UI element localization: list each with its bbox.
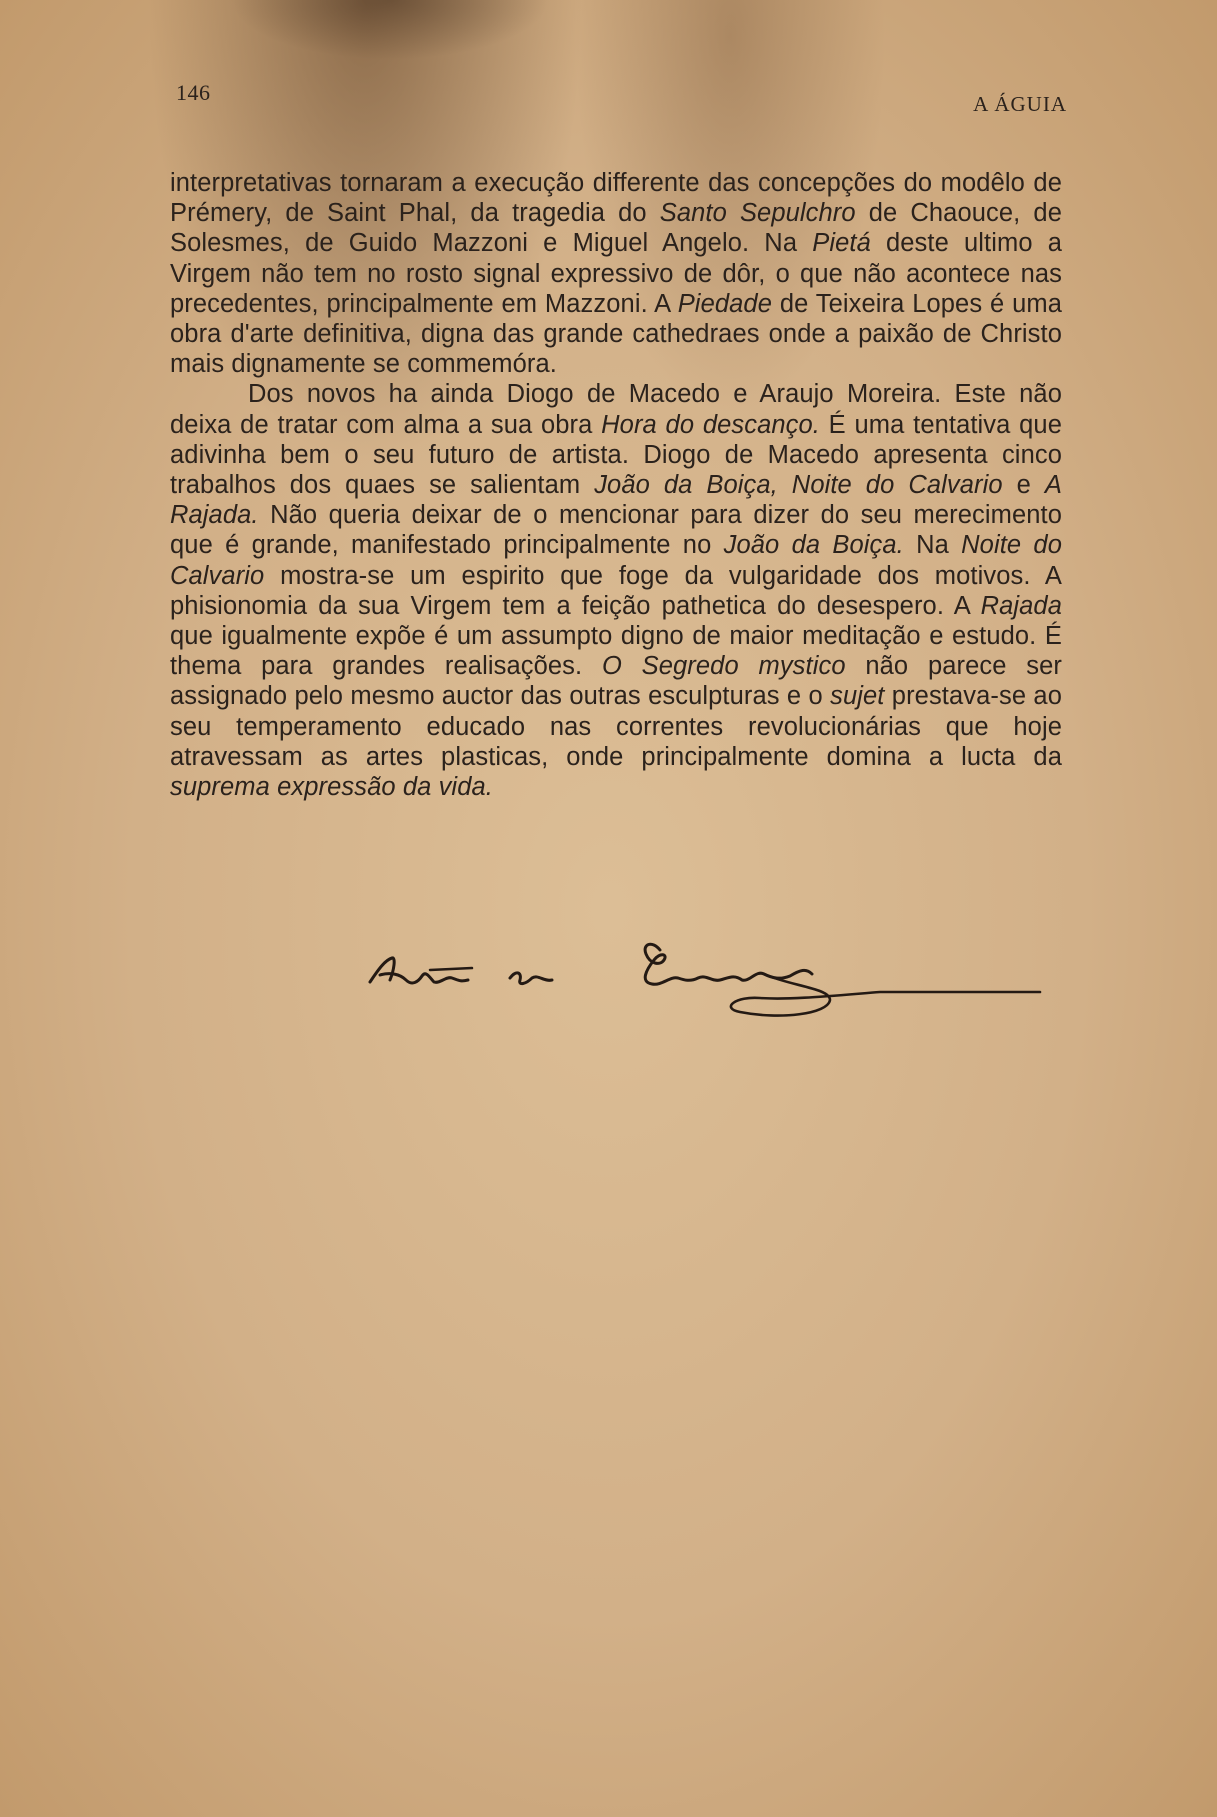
- text-run: prestava-se ao seu temperamento educado nas correntes revolucionárias que hoje atravessam as artes plasticas, onde principalmente domina a lucta da: [170, 682, 1063, 771]
- italic-run: João da Boiça, Noite do Calvario: [594, 471, 1003, 500]
- handwritten-signature: [360, 930, 1060, 1040]
- italic-run: A Rajada.: [170, 471, 1062, 530]
- page-number: 146: [176, 80, 211, 105]
- text-run: não parece ser assignado pelo mesmo auctor das outras esculpturas e o: [170, 652, 1062, 711]
- text-run: É uma tentativa que adivinha bem o seu futuro de artista. Diogo de Macedo apresenta cinco trabalhos dos quaes se salientam: [170, 410, 1062, 500]
- text-run: de Chaouce, de Solesmes, de Guido Mazzoni e Miguel Angelo. Na: [170, 199, 1062, 258]
- text-run: deste ultimo a Virgem não tem no rosto signal expressivo de dôr, o que não acontece nas precedentes, principalmente em Mazzoni. A: [170, 229, 1062, 318]
- italic-run: Hora do descanço.: [601, 410, 820, 439]
- italic-run: sujet: [830, 682, 885, 711]
- text-run: que igualmente expõe é um assumpto digno de maior meditação e estudo. É thema para grandes realisações.: [170, 622, 1062, 681]
- paragraph-1: [170, 168, 1062, 379]
- paragraph-2: [170, 379, 1062, 802]
- top-stain: [230, 0, 550, 60]
- italic-run: Piedade: [677, 289, 772, 318]
- running-title: A ÁGUIA: [973, 92, 1067, 116]
- italic-run: Noite do Calvario: [170, 531, 1062, 590]
- text-run: de Teixeira Lopes é uma obra d'arte definitiva, digna das grande cathedraes onde a paixão de Christo mais dignamente se commemóra.: [170, 289, 1062, 379]
- article-body: [170, 168, 1062, 802]
- italic-run: Rajada: [980, 591, 1062, 620]
- text-run: Na: [903, 531, 962, 560]
- signature-image: [360, 930, 1060, 1040]
- italic-run: João da Boiça.: [723, 531, 904, 560]
- italic-run: O Segredo mystico: [601, 652, 846, 681]
- text-run: Dos novos ha ainda Diogo de Macedo e Araujo Moreira. Este não deixa de tratar com alma a sua obra: [170, 380, 1062, 439]
- italic-run: suprema expressão da vida.: [170, 773, 493, 802]
- text-run: interpretativas tornaram a execução differente das concepções do modêlo de Prémery, de Saint Phal, da tragedia do: [170, 169, 1062, 228]
- text-run: Não queria deixar de o mencionar para dizer do seu merecimento que é grande, manifestado principalmente no: [170, 501, 1062, 560]
- italic-run: Pietá: [812, 229, 871, 258]
- text-run: mostra-se um espirito que foge da vulgaridade dos motivos. A phisionomia da sua Virgem tem a feição pathetica do desespero. A: [170, 561, 1062, 620]
- text-run: e: [1002, 471, 1045, 500]
- italic-run: Santo Sepulchro: [659, 199, 856, 228]
